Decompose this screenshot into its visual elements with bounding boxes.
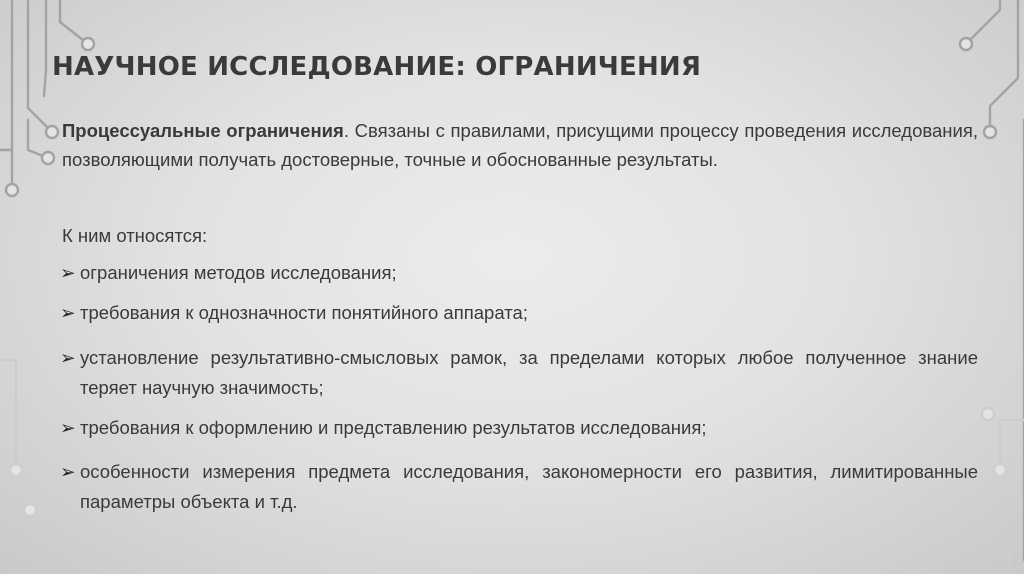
list-intro: К ним относятся:	[62, 225, 208, 246]
list-item	[60, 457, 978, 517]
arrow-bullet-icon: ➢	[60, 461, 76, 482]
list-item	[60, 258, 978, 288]
list-item-text: особенности измерения предмета исследования, закономерности его развития, лимитированные параметры объекта и т.д.	[80, 461, 978, 512]
list-item	[60, 413, 978, 443]
list-item-text: требования к оформлению и представлению результатов исследования;	[80, 417, 707, 438]
arrow-bullet-icon: ➢	[60, 417, 76, 438]
arrow-bullet-icon: ➢	[60, 347, 76, 368]
list-item-text: требования к однозначности понятийного аппарата;	[80, 302, 528, 323]
arrow-bullet-icon: ➢	[60, 262, 76, 283]
list-item	[60, 343, 978, 403]
list-item	[60, 298, 978, 328]
intro-paragraph	[62, 116, 978, 174]
slide-title: НАУЧНОЕ ИССЛЕДОВАНИЕ: ОГРАНИЧЕНИЯ	[52, 52, 702, 82]
paragraph-lead: Процессуальные ограничения	[62, 120, 344, 141]
list-item-text: установление результативно-смысловых рамок, за пределами которых любое полученное знание теряет научную значимость;	[80, 347, 978, 398]
arrow-bullet-icon: ➢	[60, 302, 76, 323]
paragraph-text: . Связаны с правилами, присущими процессу проведения исследования, позволяющими получать достоверные, точные и обоснованные результаты.	[62, 120, 978, 170]
list-item-text: ограничения методов исследования;	[80, 262, 397, 283]
